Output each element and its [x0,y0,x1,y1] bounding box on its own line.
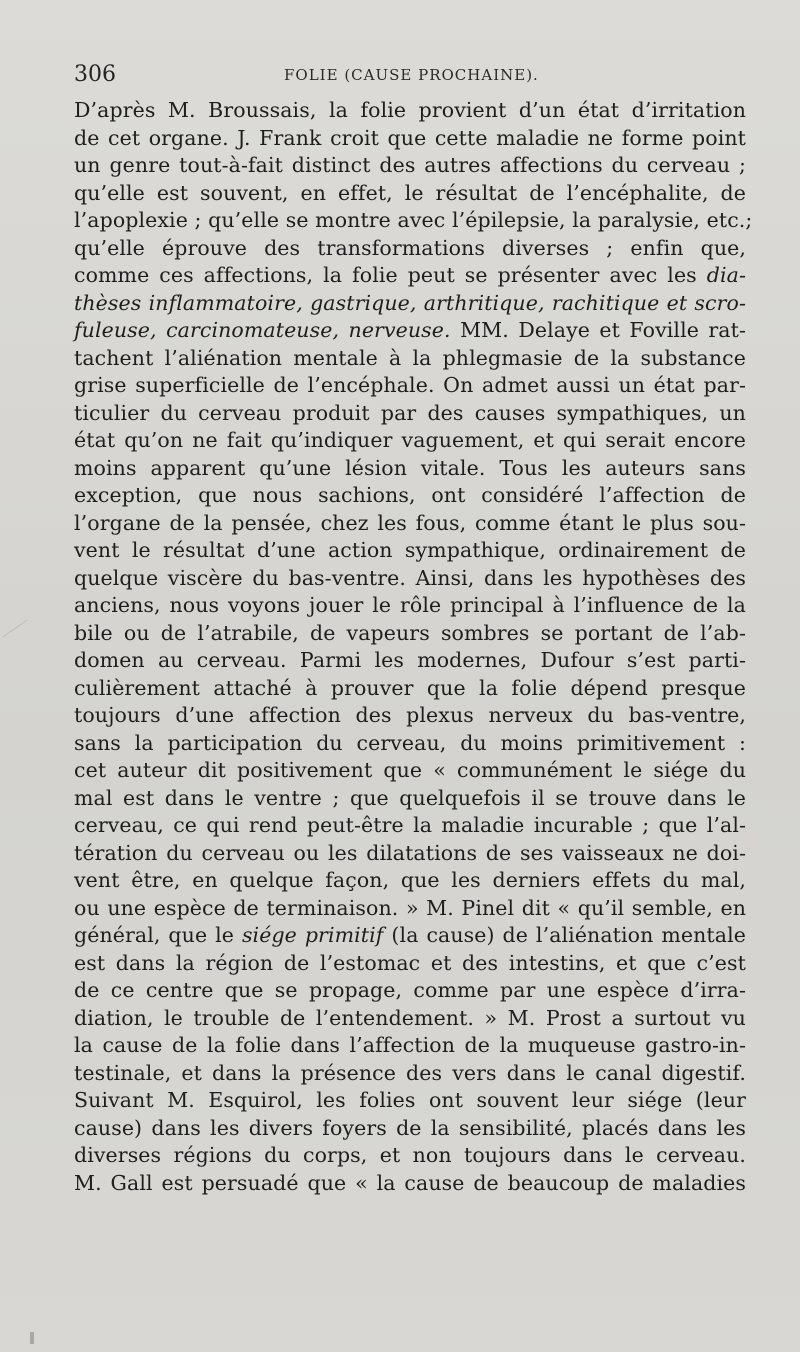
text-segment: mal est dans le ventre ; que quelquefois il se trouve dans le [74,785,746,810]
text-segment: domen au cerveau. Parmi les modernes, Dufour s’est parti- [74,648,746,672]
text-line [74,207,753,235]
text-segment: tachent l’aliénation mentale à la phlegmasie de la substance [74,345,746,370]
text-segment: sans la participation du cerveau, du moins primitivement : [74,730,746,755]
page-edge-speck [30,1332,34,1344]
text-line [74,950,746,978]
italic-text: fuleuse, carcinomateuse, nerveuse. [74,318,451,342]
text-segment: diation, le trouble de l’entendement. » M. Prost a surtout vu [74,1005,746,1030]
text-line [74,455,746,483]
text-line [74,537,746,565]
text-segment: est dans la région de l’estomac et des intestins, et que c’est [74,950,746,975]
text-line [74,757,746,785]
text-segment: l’organe de la pensée, chez les fous, comme étant le plus sou- [74,510,746,535]
text-line [74,785,746,813]
text-segment: la cause de la folie dans l’affection de la muqueuse gastro-in- [74,1033,746,1057]
running-title-main: FOLIE [284,66,339,84]
margin-pencil-mark [2,619,27,637]
text-line [74,290,746,318]
text-line [74,922,746,950]
text-segment: grise superficielle de l’encéphale. On admet aussi un état par- [74,373,746,397]
text-line [74,1115,746,1143]
text-segment: qu’elle est souvent, en effet, le résultat de l’encéphalite, de [74,180,746,205]
text-segment: général, que le [74,923,242,947]
text-line [74,345,746,373]
text-line [74,317,746,345]
page-header [74,60,674,90]
text-line [74,840,746,868]
text-segment: de ce centre que se propage, comme par une espèce d’irra- [74,978,746,1002]
page-number: 306 [74,62,116,87]
text-line [74,400,746,428]
text-line [74,895,746,923]
text-segment: exception, que nous sachions, ont considéré l’affection de [74,483,746,507]
text-segment: quelque viscère du bas-ventre. Ainsi, dans les hypothèses des [74,565,746,590]
text-line [74,510,746,538]
text-line [74,565,746,593]
text-segment: (la cause) de l’aliénation mentale [383,923,746,947]
body-text [74,97,753,1197]
text-segment: D’après M. Broussais, la folie provient d’un état d’irritation [74,98,746,122]
text-segment: M. Gall est persuadé que « la cause de beaucoup de maladies [74,1170,746,1195]
text-segment: ticulier du cerveau produit par des causes sympathiques, un [74,400,746,425]
text-line [74,1142,746,1170]
text-line [74,262,746,290]
text-line [74,592,746,620]
text-line [74,97,746,125]
text-line [74,180,746,208]
text-segment: bile ou de l’atrabile, de vapeurs sombres se portant de l’ab- [74,620,746,645]
text-line [74,1170,746,1198]
text-line [74,427,746,455]
text-segment: MM. Delaye et Foville rat- [450,318,746,342]
text-line [74,235,746,263]
text-line [74,675,746,703]
text-line [74,620,746,648]
text-line [74,372,746,400]
text-segment: diverses régions du corps, et non toujours dans le cerveau. [74,1143,746,1167]
text-segment: cerveau, ce qui rend peut-être la maladie incurable ; que l’al- [74,813,746,837]
text-segment: état qu’on ne fait qu’indiquer vaguement, et qui serait encore [74,428,746,452]
text-segment: moins apparent qu’une lésion vitale. Tous les auteurs sans [74,455,746,480]
italic-text: thèses inflammatoire, gastrique, arthritique, rachitique et scro- [74,290,746,315]
running-title [284,60,539,90]
text-segment: testinale, et dans la présence des vers dans le canal digestif. [74,1060,746,1085]
text-line [74,152,746,180]
text-line [74,1060,746,1088]
running-title-sub: (CAUSE PROCHAINE). [344,66,539,84]
text-segment: l’apoplexie ; qu’elle se montre avec l’épilepsie, la paralysie, etc.; [74,208,753,232]
text-line [74,977,746,1005]
text-line [74,647,746,675]
text-line [74,125,746,153]
text-segment: vent être, en quelque façon, que les derniers effets du mal, [74,868,746,892]
text-segment: comme ces affections, la folie peut se présenter avec les [74,263,707,287]
text-segment: cause) dans les divers foyers de la sensibilité, placés dans les [74,1115,746,1140]
text-line [74,1087,746,1115]
text-line [74,730,746,758]
text-segment: ou une espèce de terminaison. » M. Pinel dit « qu’il semble, en [74,895,746,920]
text-segment: anciens, nous voyons jouer le rôle principal à l’influence de la [74,593,746,617]
text-segment: tération du cerveau ou les dilatations de ses vaisseaux ne doi- [74,840,746,865]
text-segment: qu’elle éprouve des transformations diverses ; enfin que, [74,235,746,260]
italic-text: siége primitif [241,923,384,947]
text-line [74,482,746,510]
text-line [74,702,746,730]
text-segment: cet auteur dit positivement que « communément le siége du [74,758,746,782]
italic-text: dia- [706,263,746,287]
text-line [74,812,746,840]
text-line [74,1032,746,1060]
text-segment: vent le résultat d’une action sympathique, ordinairement de [74,538,746,562]
text-segment: culièrement attaché à prouver que la folie dépend presque [74,675,746,700]
text-segment: Suivant M. Esquirol, les folies ont souvent leur siége (leur [74,1088,746,1112]
text-line [74,1005,746,1033]
text-line [74,867,746,895]
text-segment: de cet organe. J. Frank croit que cette maladie ne forme point [74,125,746,150]
text-segment: un genre tout-à-fait distinct des autres affections du cerveau ; [74,153,746,177]
text-segment: toujours d’une affection des plexus nerveux du bas-ventre, [74,703,746,727]
